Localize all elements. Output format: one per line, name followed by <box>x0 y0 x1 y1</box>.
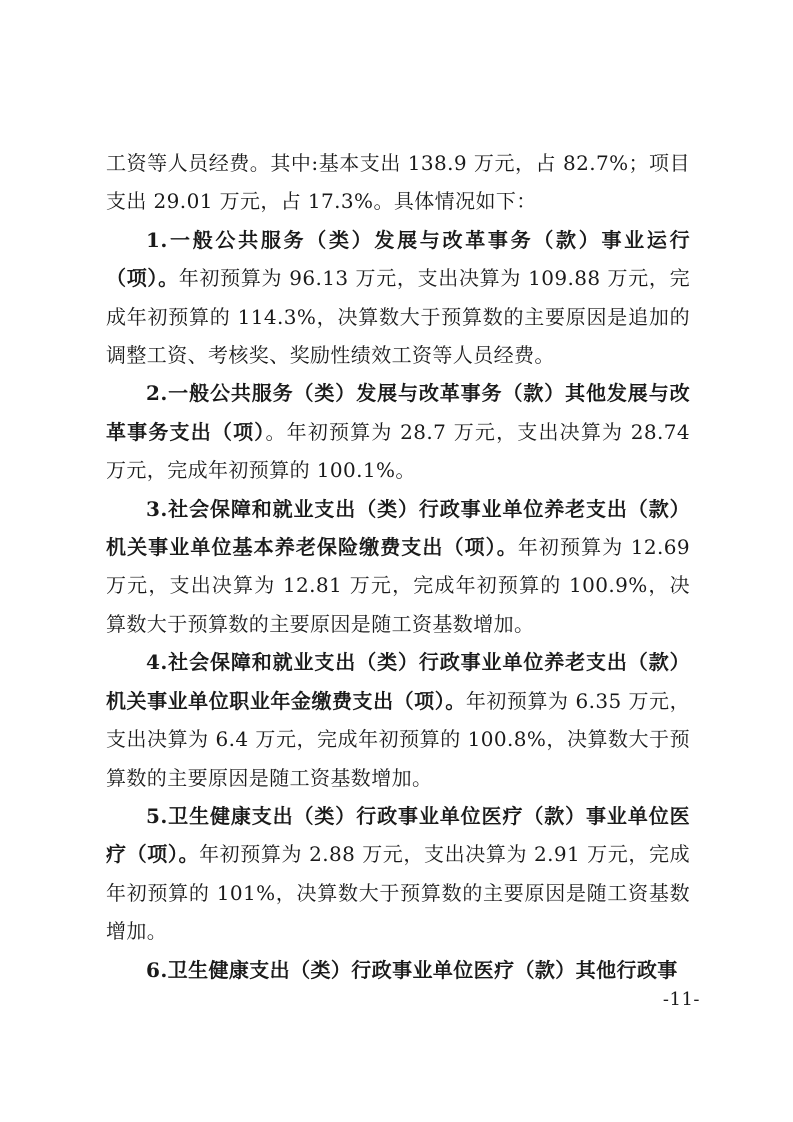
item-1-text: 年初预算为 96.13 万元，支出决算为 109.88 万元，完成年初预算的 114.3%，决算数大于预算数的主要原因是追加的调整工资、考核奖、奖励性绩效工资等人员经费。 <box>106 266 690 368</box>
item-1-heading: 1.一般公共服务（类）发展与改革事务（款）事业运行（项）。 <box>106 227 690 291</box>
item-3-text: 年初预算为 12.69 万元，支出决算为 12.81 万元，完成年初预算的 100.9%，决算数大于预算数的主要原因是随工资基数增加。 <box>106 535 691 636</box>
intro-paragraph <box>106 144 690 221</box>
intro-paragraph-text: 工资等人员经费。其中:基本支出 138.9 万元，占 82.7%；项目支出 29.01 万元，占 17.3%。具体情况如下： <box>106 151 690 214</box>
item-6-heading: 6.卫生健康支出（类）行政事业单位医疗（款）其他行政事 <box>146 957 678 982</box>
item-2-paragraph <box>106 374 690 489</box>
item-6-paragraph <box>106 951 690 989</box>
item-5-paragraph <box>106 797 690 951</box>
item-2-text: 。年初预算为 28.7 万元，支出决算为 28.74 万元，完成年初预算的 100.1%。 <box>106 419 690 483</box>
item-4-text: 年初预算为 6.35 万元，支出决算为 6.4 万元，完成年初预算的 100.8%，决算数大于预算数的主要原因是随工资基数增加。 <box>106 688 690 790</box>
item-1-paragraph <box>106 221 690 375</box>
item-4-paragraph <box>106 643 690 797</box>
document-body <box>106 144 690 989</box>
item-3-heading: 3.社会保障和就业支出（类）行政事业单位养老支出（款）机关事业单位基本养老保险缴费支出（项）。 <box>106 496 690 560</box>
page-number: -11- <box>662 989 700 1010</box>
item-5-heading: 5.卫生健康支出（类）行政事业单位医疗（款）事业单位医疗（项）。 <box>106 803 690 867</box>
item-4-heading: 4.社会保障和就业支出（类）行政事业单位养老支出（款）机关事业单位职业年金缴费支出（项）。 <box>106 650 690 713</box>
item-3-paragraph <box>106 490 690 644</box>
item-5-text: 年初预算为 2.88 万元，支出决算为 2.91 万元，完成年初预算的 101%，决算数大于预算数的主要原因是随工资基数增加。 <box>106 842 690 944</box>
item-2-heading: 2.一般公共服务（类）发展与改革事务（款）其他发展与改革事务支出（项） <box>106 381 690 444</box>
